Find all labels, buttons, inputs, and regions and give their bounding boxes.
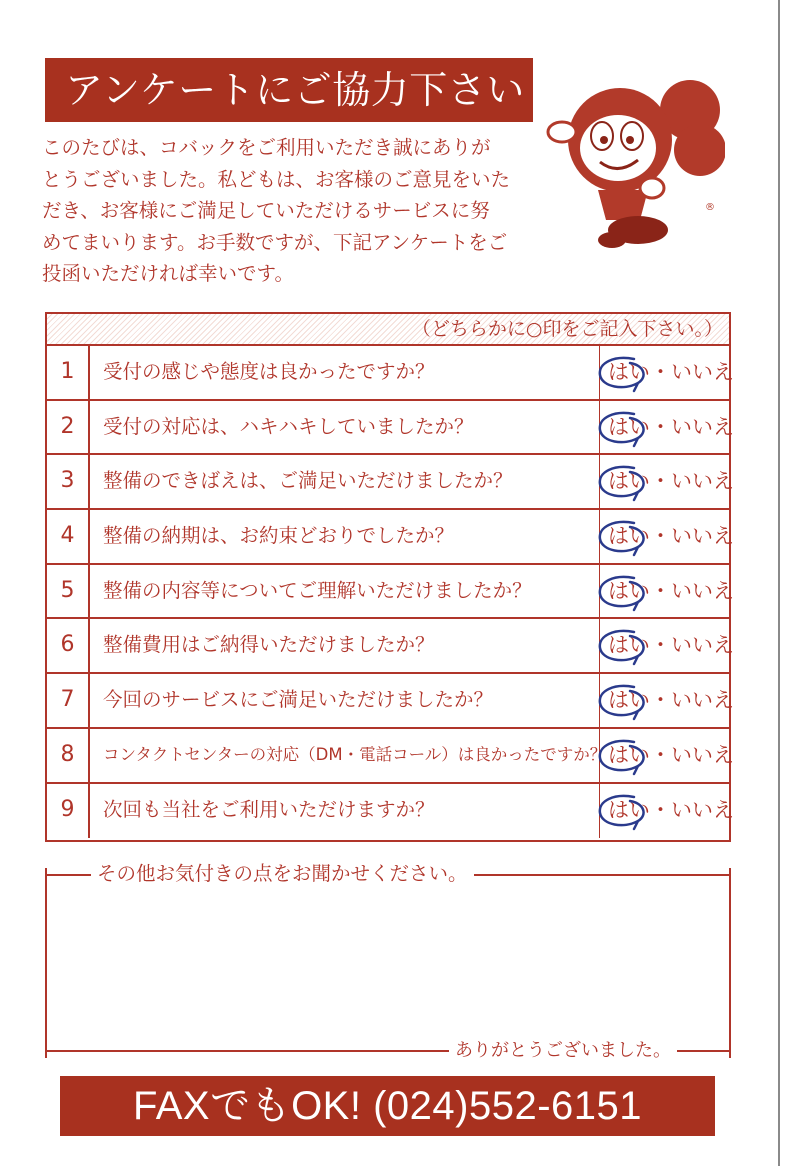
question-list bbox=[47, 346, 734, 838]
question-row bbox=[47, 455, 734, 510]
question-text: 整備のできばえは、ご満足いただけましたか？ bbox=[103, 469, 513, 493]
question-number: 1 bbox=[47, 346, 90, 399]
question-row bbox=[47, 565, 734, 620]
answer-yes-label: はい bbox=[608, 469, 650, 494]
survey-instruction: （どちらかに○印をご記入下さい。） bbox=[47, 314, 729, 346]
answer-yes-option[interactable] bbox=[608, 729, 650, 781]
mascot-character-icon bbox=[540, 70, 725, 255]
answer-separator: ・ bbox=[650, 688, 671, 713]
question-row bbox=[47, 510, 734, 565]
question-row bbox=[47, 674, 734, 729]
question-text: 整備費用はご納得いただけましたか？ bbox=[103, 633, 435, 657]
question-number: 8 bbox=[47, 729, 90, 782]
answer-separator: ・ bbox=[650, 742, 671, 767]
thanks-text: ありがとうございました。 bbox=[449, 1038, 677, 1064]
answer-yes-option[interactable] bbox=[608, 455, 650, 507]
question-text: 今回のサービスにご満足いただけましたか？ bbox=[103, 688, 494, 712]
answer-yes-option[interactable] bbox=[608, 565, 650, 617]
answer-yes-label: はい bbox=[608, 414, 650, 439]
question-row bbox=[47, 784, 734, 839]
answer-yes-label: はい bbox=[608, 688, 650, 713]
answer-yes-option[interactable] bbox=[608, 674, 650, 726]
answer-choices bbox=[599, 784, 734, 839]
answer-no-option[interactable]: いいえ bbox=[671, 742, 734, 767]
trademark-symbol: ® bbox=[705, 202, 715, 213]
answer-no-option[interactable]: いいえ bbox=[671, 797, 734, 822]
question-number: 7 bbox=[47, 674, 90, 727]
answer-yes-option[interactable] bbox=[608, 401, 650, 453]
comments-title: その他お気付きの点をお聞かせください。 bbox=[91, 860, 474, 888]
intro-line: めてまいります。お手数ですが、下記アンケートをご bbox=[42, 230, 508, 254]
answer-choices bbox=[599, 565, 734, 618]
question-row bbox=[47, 401, 734, 456]
question-number: 3 bbox=[47, 455, 90, 508]
answer-no-option[interactable]: いいえ bbox=[671, 578, 734, 603]
scan-edge bbox=[778, 0, 780, 1166]
answer-yes-label: はい bbox=[608, 578, 650, 603]
question-text: 整備の内容等についてご理解いただけましたか？ bbox=[103, 578, 532, 602]
question-row bbox=[47, 729, 734, 784]
answer-yes-label: はい bbox=[608, 742, 650, 767]
page-title: アンケートにご協力下さい bbox=[45, 58, 533, 122]
answer-yes-option[interactable] bbox=[608, 784, 650, 836]
answer-separator: ・ bbox=[650, 360, 671, 384]
answer-no-option[interactable]: いいえ bbox=[671, 414, 734, 439]
answer-yes-label: はい bbox=[608, 524, 650, 549]
question-text: 整備の納期は、お約束どおりでしたか？ bbox=[103, 524, 455, 548]
answer-no-option[interactable]: いいえ bbox=[671, 360, 734, 384]
answer-yes-label: はい bbox=[608, 633, 650, 658]
question-number: 9 bbox=[47, 784, 90, 839]
intro-text bbox=[42, 132, 542, 290]
answer-yes-option[interactable] bbox=[608, 510, 650, 562]
question-number: 2 bbox=[47, 401, 90, 454]
answer-yes-label: はい bbox=[608, 360, 650, 384]
answer-choices bbox=[599, 401, 734, 454]
answer-choices bbox=[599, 455, 734, 508]
answer-choices bbox=[599, 619, 734, 672]
intro-line: だき、お客様にご満足していただけるサービスに努 bbox=[42, 199, 490, 222]
question-number: 4 bbox=[47, 510, 90, 563]
answer-separator: ・ bbox=[650, 524, 671, 549]
intro-line: とうございました。私どもは、お客様のご意見をいた bbox=[42, 167, 511, 191]
answer-no-option[interactable]: いいえ bbox=[671, 524, 734, 549]
survey-table bbox=[45, 312, 734, 842]
question-row bbox=[47, 619, 734, 674]
answer-separator: ・ bbox=[650, 469, 671, 494]
answer-yes-option[interactable] bbox=[608, 346, 650, 398]
question-text: 受付の対応は、ハキハキしていましたか？ bbox=[103, 414, 474, 438]
fax-banner: FAXでもOK! (024)552-6151 bbox=[60, 1076, 715, 1136]
answer-no-option[interactable]: いいえ bbox=[671, 633, 734, 658]
question-number: 5 bbox=[47, 565, 90, 618]
answer-yes-label: はい bbox=[608, 797, 650, 822]
answer-separator: ・ bbox=[650, 578, 671, 603]
answer-no-option[interactable]: いいえ bbox=[671, 688, 734, 713]
comments-box[interactable] bbox=[45, 862, 731, 1061]
answer-separator: ・ bbox=[650, 414, 671, 439]
question-number: 6 bbox=[47, 619, 90, 672]
answer-choices bbox=[599, 346, 734, 399]
question-text: 次回も当社をご利用いただけますか？ bbox=[103, 797, 435, 821]
answer-no-option[interactable]: いいえ bbox=[671, 469, 734, 494]
intro-line: このたびは、コバックをご利用いただき誠にありが bbox=[42, 136, 491, 159]
answer-choices bbox=[599, 510, 734, 563]
answer-choices bbox=[599, 729, 734, 782]
answer-separator: ・ bbox=[650, 797, 671, 822]
question-text: コンタクトセンターの対応（DM・電話コール）は良かったですか？ bbox=[103, 744, 607, 764]
answer-choices bbox=[599, 674, 734, 727]
intro-line: 投函いただければ幸いです。 bbox=[42, 262, 294, 285]
question-row bbox=[47, 346, 734, 401]
answer-separator: ・ bbox=[650, 633, 671, 658]
question-text: 受付の感じや態度は良かったですか？ bbox=[103, 360, 435, 383]
answer-yes-option[interactable] bbox=[608, 619, 650, 671]
